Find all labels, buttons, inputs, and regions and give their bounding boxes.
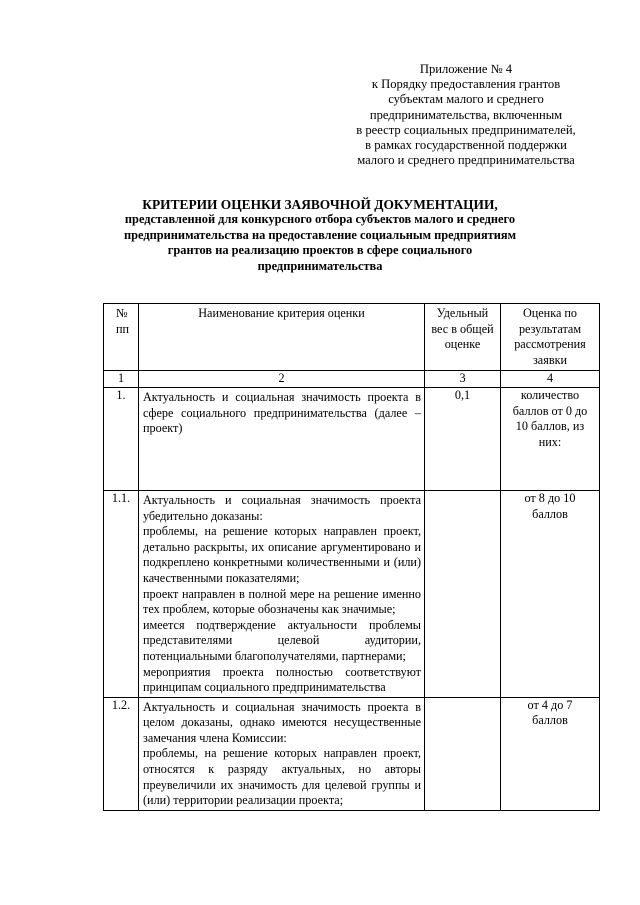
appendix-line: в рамках государственной поддержки — [365, 138, 567, 153]
row-weight — [425, 697, 501, 810]
row-score: от 4 до 7 баллов — [501, 697, 600, 810]
appendix-line: предпринимательства, включенным — [369, 107, 563, 122]
appendix-line: субъектам малого и среднего — [388, 92, 544, 107]
table-row — [104, 697, 600, 810]
index-cell: 3 — [425, 371, 501, 388]
table-header-row — [104, 304, 600, 371]
title-line: представленной для конкурсного отбора субъектов малого и среднего — [124, 212, 516, 227]
row-number: 1.1. — [104, 490, 139, 697]
header-criterion: Наименование критерия оценки — [139, 304, 425, 371]
row-criterion — [139, 387, 425, 490]
criteria-table — [103, 303, 600, 811]
header-weight: Удельный вес в общей оценке — [425, 304, 501, 371]
row-weight: 0,1 — [425, 387, 501, 490]
criterion-paragraph: проект направлен в полной мере на решение именно тех проблем, которые обозначены как значимые; — [143, 586, 421, 617]
title-line: предпринимательства на предоставление социальным предприятиям — [123, 227, 517, 242]
row-number: 1. — [104, 387, 139, 490]
criterion-paragraph: Актуальность и социальная значимость проекта в целом доказаны, однако имеются несущественные замечания члена Комиссии: — [143, 699, 421, 745]
index-cell: 1 — [104, 371, 139, 388]
criterion-paragraph: проблемы, на решение которых направлен проект, детально раскрыты, их описание аргументировано и подкреплено конкретными количественными и (или) качественными показателями; — [143, 524, 421, 585]
table-row — [104, 387, 600, 490]
table-row — [104, 490, 600, 697]
row-criterion — [139, 490, 425, 697]
header-number: № пп — [104, 304, 139, 371]
index-cell: 2 — [139, 371, 425, 388]
title-line: предпринимательства — [257, 258, 383, 273]
title-line: грантов на реализацию проектов в сфере социального — [167, 243, 473, 258]
row-weight — [425, 490, 501, 697]
criterion-paragraph: Актуальность и социальная значимость проекта убедительно доказаны: — [143, 492, 421, 523]
appendix-caption — [330, 62, 602, 168]
row-score: количество баллов от 0 до 10 баллов, из них: — [501, 387, 600, 490]
table-index-row — [104, 371, 600, 388]
criterion-paragraph: имеется подтверждение актуальности проблемы представителями целевой аудитории, потенциальными благополучателями, партнерами; — [143, 617, 421, 663]
appendix-line: в реестр социальных предпринимателей, — [356, 122, 576, 137]
criterion-paragraph: Актуальность и социальная значимость проекта в сфере социального предпринимательства (далее – проект) — [143, 389, 421, 436]
row-number: 1.2. — [104, 697, 139, 810]
title-main: КРИТЕРИИ ОЦЕНКИ ЗАЯВОЧНОЙ ДОКУМЕНТАЦИИ, — [142, 197, 498, 212]
header-score: Оценка по результатам рассмотрения заявки — [501, 304, 600, 371]
criterion-paragraph: проблемы, на решение которых направлен проект, относятся к разряду актуальных, но авторы преувеличили их значимость для целевой группы и (или) территории реализации проекта; — [143, 746, 421, 808]
document-title — [100, 197, 540, 274]
criterion-paragraph: мероприятия проекта полностью соответствуют принципам социального предпринимательства — [143, 664, 421, 695]
row-criterion — [139, 697, 425, 810]
appendix-line: Приложение № 4 — [419, 62, 513, 76]
appendix-line: к Порядку предоставления грантов — [371, 77, 561, 92]
index-cell: 4 — [501, 371, 600, 388]
row-score: от 8 до 10 баллов — [501, 490, 600, 697]
appendix-line: малого и среднего предпринимательства — [357, 153, 575, 168]
